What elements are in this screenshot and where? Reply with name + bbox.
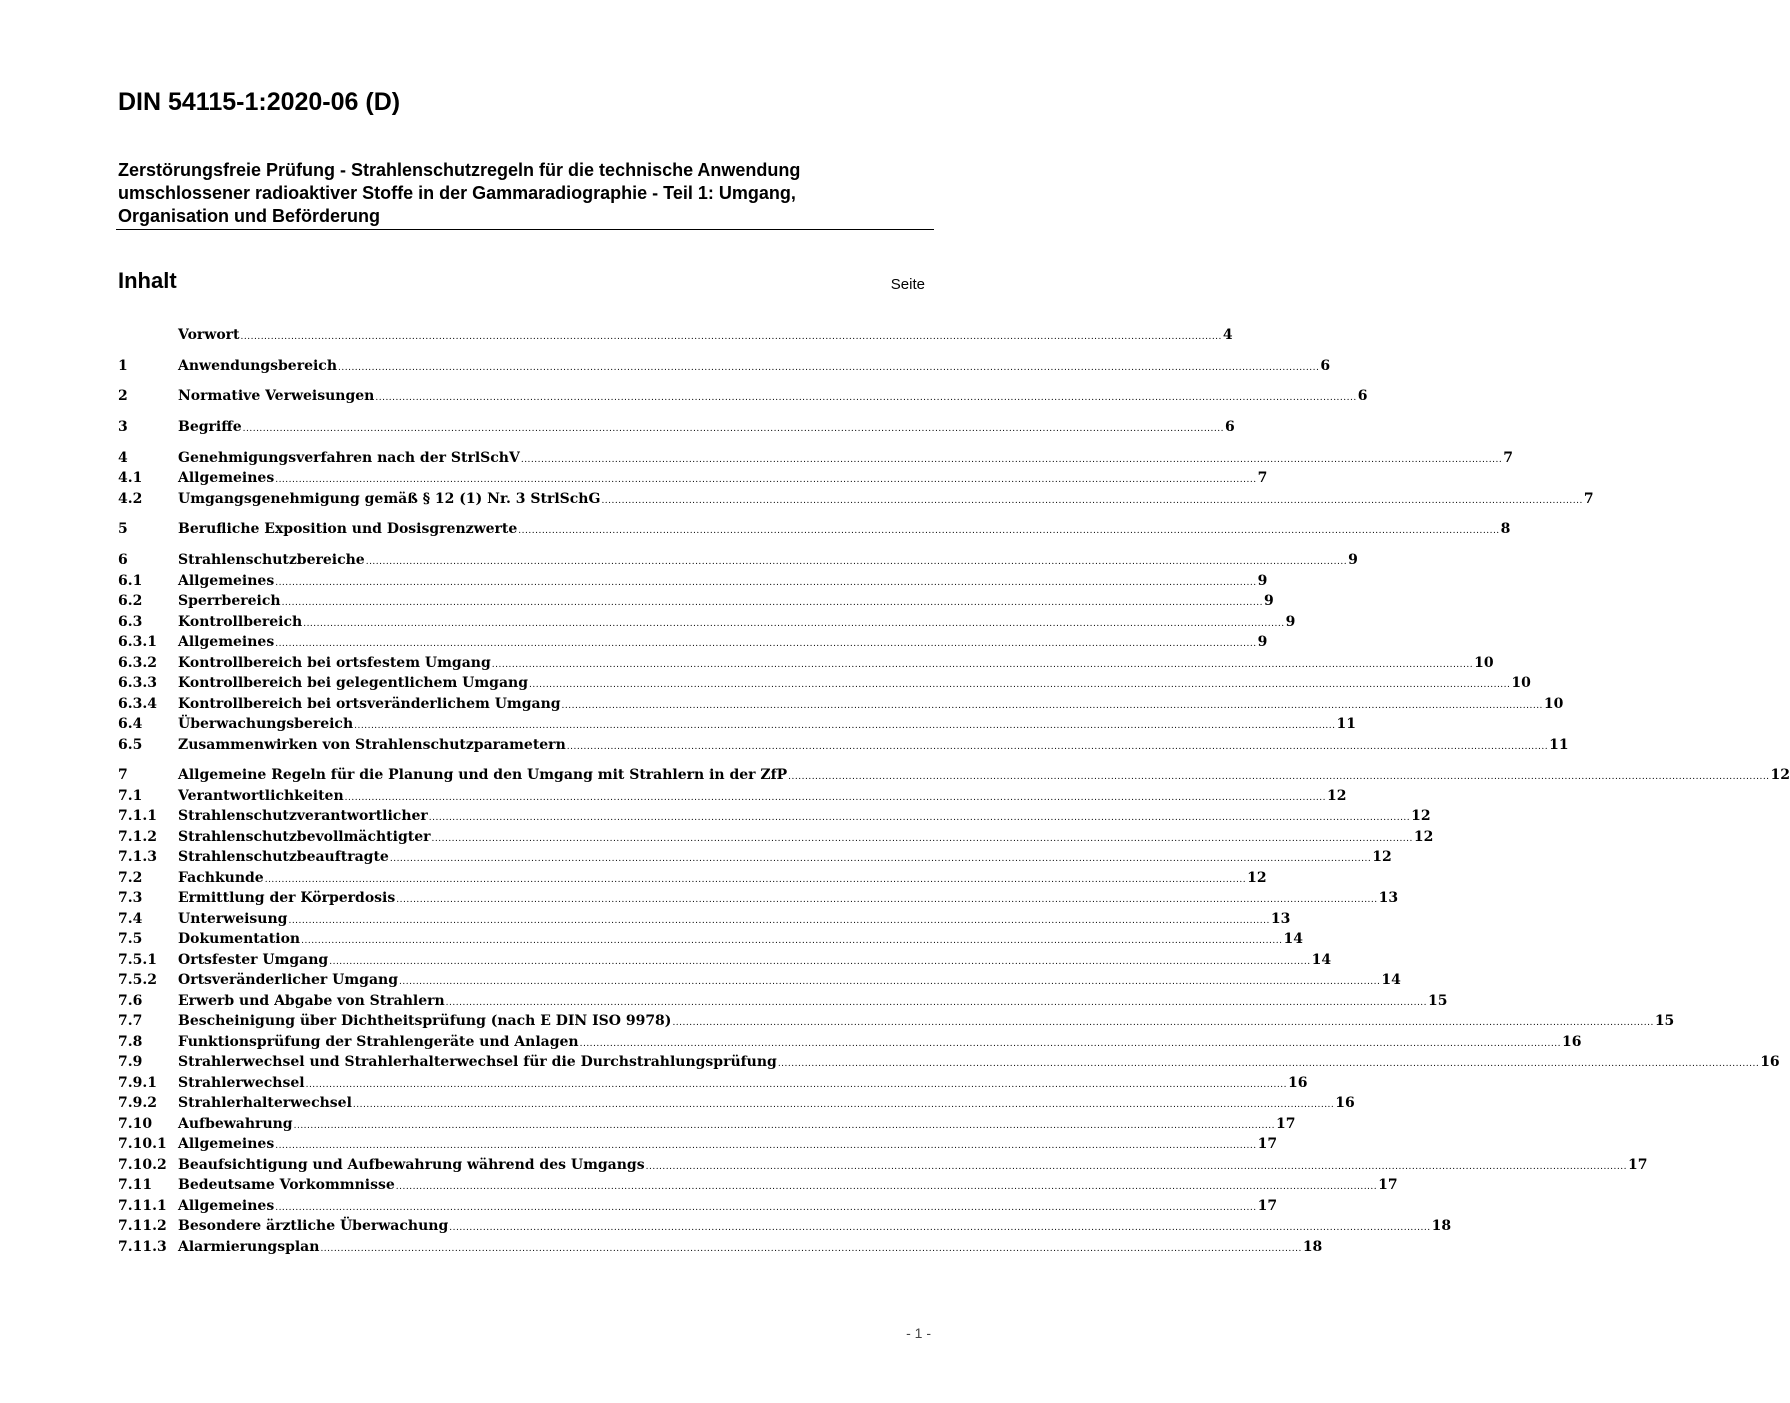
toc-entry-page: 14: [1381, 972, 1401, 989]
toc-entry[interactable]: [118, 970, 1401, 991]
toc-dot-leader: [338, 364, 1319, 373]
toc-entry-title: Erwerb und Abgabe von Strahlern: [178, 992, 445, 1009]
toc-entry[interactable]: [118, 632, 1268, 653]
toc-entry-page: 18: [1431, 1218, 1452, 1235]
toc-entry-number: 7.5: [118, 931, 143, 948]
toc-entry[interactable]: [118, 868, 1267, 889]
toc-entry-title: Allgemeine Regeln für die Planung und den Umgang mit Strahlern in der ZfP: [178, 767, 788, 784]
toc-entry-page: 6: [1357, 388, 1368, 405]
toc-dot-leader: [396, 1183, 1377, 1192]
page-number: - 1 -: [906, 1325, 931, 1341]
toc-entry-title: Dokumentation: [178, 931, 301, 948]
toc-entry-page: 14: [1283, 931, 1303, 948]
toc-entry-page: 12: [1372, 849, 1392, 866]
toc-entry-title: Kontrollbereich bei ortsveränderlichem Umgang: [178, 695, 561, 712]
toc-entry-page: 14: [1311, 951, 1332, 968]
toc-entry-page: 17: [1627, 1156, 1648, 1173]
toc-entry[interactable]: [118, 950, 1332, 971]
toc-dot-leader: [275, 476, 1256, 485]
toc-dot-leader: [275, 1142, 1256, 1151]
toc-entry[interactable]: [118, 673, 1531, 694]
toc-entry-number: 7.10.1: [118, 1136, 167, 1153]
toc-dot-leader: [375, 394, 1356, 403]
toc-entry-title: Strahlenschutzverantwortlicher: [178, 808, 428, 825]
toc-entry[interactable]: [118, 735, 1569, 756]
toc-dot-leader: [646, 1163, 1627, 1172]
toc-dot-leader: [567, 743, 1548, 752]
toc-dot-leader: [390, 855, 1371, 864]
toc-dot-leader: [521, 456, 1502, 465]
toc-entry-title: Zusammenwirken von Strahlenschutzparametern: [178, 736, 566, 753]
toc-entry-number: 6.3: [118, 613, 143, 630]
toc-entry[interactable]: [118, 1032, 1582, 1053]
toc-entry-number: 7.7: [118, 1013, 143, 1030]
toc-entry-number: 7.3: [118, 890, 143, 907]
toc-entry-page: 10: [1543, 695, 1564, 712]
toc-entry-page: 6: [1225, 419, 1235, 436]
table-of-contents: [118, 325, 1790, 1257]
toc-entry[interactable]: [118, 550, 1358, 571]
toc-dot-leader: [562, 702, 1543, 711]
toc-entry-number: 7.1.1: [118, 808, 157, 825]
toc-dot-leader: [396, 896, 1377, 905]
toc-entry[interactable]: [118, 827, 1434, 848]
toc-dot-leader: [353, 1101, 1334, 1110]
toc-entry[interactable]: [118, 847, 1392, 868]
toc-entry-number: 7.1: [118, 787, 143, 804]
toc-entry[interactable]: [118, 888, 1399, 909]
toc-entry-page: 12: [1413, 828, 1434, 845]
toc-dot-leader: [243, 425, 1224, 434]
toc-entry[interactable]: [118, 325, 1233, 346]
toc-entry-number: 6: [118, 552, 128, 569]
toc-entry-page: 16: [1760, 1054, 1780, 1071]
toc-entry-number: 3: [118, 419, 128, 436]
toc-entry-page: 11: [1549, 736, 1569, 753]
toc-heading: Inhalt: [118, 268, 177, 293]
toc-dot-leader: [288, 917, 1269, 926]
toc-dot-leader: [301, 937, 1282, 946]
toc-entry-page: 16: [1287, 1074, 1308, 1091]
toc-entry-number: 6.3.2: [118, 654, 157, 671]
toc-entry[interactable]: [118, 1011, 1675, 1032]
toc-entry-number: 4.1: [118, 470, 143, 487]
toc-dot-leader: [275, 579, 1256, 588]
toc-entry-page: 8: [1500, 521, 1511, 538]
toc-entry-title: Besondere ärztliche Überwachung: [178, 1218, 449, 1235]
toc-entry-title: Beaufsichtigung und Aufbewahrung während des Umgangs: [178, 1156, 645, 1173]
toc-entry-page: 12: [1327, 787, 1347, 804]
toc-entry-number: 7.10: [118, 1115, 153, 1132]
toc-entry-title: Überwachungsbereich: [178, 716, 354, 733]
toc-entry-number: 6.2: [118, 593, 143, 610]
toc-entry-title: Allgemeines: [178, 470, 275, 487]
toc-entry-page: 13: [1378, 890, 1399, 907]
toc-entry-number: 7: [118, 767, 128, 784]
toc-entry-number: 6.5: [118, 736, 143, 753]
toc-entry-page: 17: [1257, 1197, 1278, 1214]
toc-dot-leader: [282, 599, 1263, 608]
toc-entry[interactable]: [118, 448, 1513, 469]
toc-entry-title: Allgemeines: [178, 1136, 275, 1153]
toc-dot-leader: [518, 527, 1499, 536]
toc-entry-page: 9: [1257, 572, 1268, 589]
toc-entry[interactable]: [118, 571, 1268, 592]
toc-entry-page: 11: [1336, 716, 1356, 733]
toc-dot-leader: [446, 999, 1427, 1008]
toc-dot-leader: [580, 1040, 1561, 1049]
toc-entry-number: 7.2: [118, 869, 143, 886]
toc-entry-page: 9: [1263, 593, 1274, 610]
toc-entry-number: 6.3.4: [118, 695, 157, 712]
toc-entry[interactable]: [118, 1155, 1648, 1176]
toc-entry-title: Anwendungsbereich: [178, 357, 337, 374]
toc-entry-title: Bescheinigung über Dichtheitsprüfung (nach E DIN ISO 9978): [178, 1013, 672, 1030]
toc-entry-title: Kontrollbereich: [178, 613, 303, 630]
toc-entry[interactable]: [118, 991, 1448, 1012]
toc-entry-number: 7.6: [118, 992, 143, 1009]
toc-dot-leader: [275, 640, 1256, 649]
toc-dot-leader: [320, 1245, 1301, 1254]
page-column-label: Seite: [890, 276, 925, 293]
toc-entry[interactable]: [118, 489, 1594, 510]
toc-dot-leader: [529, 681, 1510, 690]
toc-entry-number: 1: [118, 357, 128, 374]
toc-entry-title: Genehmigungsverfahren nach der StrlSchV: [178, 449, 520, 466]
toc-entry-page: 12: [1411, 808, 1431, 825]
toc-entry-number: 7.4: [118, 910, 143, 927]
toc-entry-title: Allgemeines: [178, 572, 275, 589]
toc-entry[interactable]: [118, 1175, 1398, 1196]
toc-entry[interactable]: [118, 1052, 1780, 1073]
toc-entry-number: 7.11.1: [118, 1197, 167, 1214]
toc-entry[interactable]: [118, 1237, 1323, 1258]
toc-entry[interactable]: [118, 694, 1564, 715]
toc-entry-page: 6: [1320, 357, 1331, 374]
toc-entry-number: 4: [118, 449, 128, 466]
toc-entry-page: 17: [1257, 1136, 1278, 1153]
toc-entry[interactable]: [118, 786, 1347, 807]
toc-dot-leader: [672, 1019, 1653, 1028]
toc-dot-leader: [306, 1081, 1287, 1090]
toc-dot-leader: [275, 1204, 1256, 1213]
toc-entry[interactable]: [118, 1134, 1278, 1155]
toc-entry[interactable]: [118, 1196, 1278, 1217]
toc-entry-page: 15: [1428, 992, 1448, 1009]
toc-entry-page: 9: [1257, 634, 1268, 651]
toc-entry-number: 7.11: [118, 1177, 153, 1194]
toc-entry-number: 7.1.2: [118, 828, 157, 845]
toc-entry-title: Berufliche Exposition und Dosisgrenzwerte: [178, 521, 518, 538]
toc-entry-title: Aufbewahrung: [178, 1115, 293, 1132]
toc-entry[interactable]: [118, 519, 1511, 540]
toc-entry[interactable]: [118, 765, 1790, 786]
toc-entry-title: Strahlenschutzbereiche: [178, 552, 365, 569]
toc-entry-page: 16: [1335, 1095, 1355, 1112]
toc-entry-title: Strahlerwechsel: [178, 1074, 305, 1091]
toc-entry-number: 7.11.2: [118, 1218, 167, 1235]
toc-entry-page: 16: [1561, 1033, 1582, 1050]
toc-entry-page: 7: [1257, 470, 1268, 487]
toc-entry-number: 6.1: [118, 572, 143, 589]
toc-entry-page: 15: [1654, 1013, 1675, 1030]
toc-dot-leader: [778, 1060, 1759, 1069]
toc-entry-page: 10: [1511, 675, 1531, 692]
toc-entry-title: Alarmierungsplan: [178, 1238, 320, 1255]
toc-entry-number: 7.5.2: [118, 972, 157, 989]
toc-entry-page: 10: [1474, 654, 1494, 671]
document-id: DIN 54115-1:2020-06 (D): [118, 88, 401, 116]
toc-entry[interactable]: [118, 356, 1331, 377]
toc-entry-page: 12: [1247, 869, 1267, 886]
toc-entry-page: 18: [1302, 1238, 1323, 1255]
toc-entry-number: 4.2: [118, 490, 143, 507]
toc-dot-leader: [429, 814, 1410, 823]
toc-entry-title: Strahlenschutzbevollmächtigter: [178, 828, 431, 845]
toc-entry-number: 6.4: [118, 716, 143, 733]
toc-entry-page: 17: [1378, 1177, 1398, 1194]
toc-dot-leader: [265, 876, 1246, 885]
toc-dot-leader: [329, 958, 1310, 967]
toc-entry-number: 7.11.3: [118, 1238, 167, 1255]
toc-entry-number: 6.3.1: [118, 634, 157, 651]
toc-entry-page: 4: [1222, 327, 1233, 343]
toc-entry-page: 7: [1583, 490, 1594, 507]
toc-entry-number: 7.10.2: [118, 1156, 167, 1173]
toc-entry-title: Ortsveränderlicher Umgang: [178, 972, 399, 989]
toc-entry[interactable]: [118, 1093, 1355, 1114]
toc-dot-leader: [354, 722, 1335, 731]
title-divider: [116, 229, 934, 230]
toc-entry-title: Bedeutsame Vorkommnisse: [178, 1177, 395, 1194]
toc-entry-page: 17: [1275, 1115, 1296, 1132]
toc-entry-page: 9: [1285, 613, 1296, 630]
toc-dot-leader: [449, 1224, 1430, 1233]
toc-entry[interactable]: [118, 909, 1291, 930]
toc-entry-title: Allgemeines: [178, 1197, 275, 1214]
toc-entry[interactable]: [118, 714, 1356, 735]
toc-entry-number: 7.9: [118, 1054, 143, 1071]
toc-entry-title: Unterweisung: [178, 910, 288, 927]
toc-dot-leader: [294, 1122, 1275, 1131]
toc-entry[interactable]: [118, 1216, 1452, 1237]
toc-entry[interactable]: [118, 653, 1494, 674]
toc-entry-page: 12: [1770, 767, 1790, 784]
toc-entry[interactable]: [118, 929, 1303, 950]
toc-dot-leader: [399, 978, 1380, 987]
toc-entry-title: Ortsfester Umgang: [178, 951, 329, 968]
toc-dot-leader: [303, 620, 1284, 629]
toc-entry[interactable]: [118, 591, 1274, 612]
toc-dot-leader: [432, 835, 1413, 844]
document-title: Zerstörungsfreie Prüfung - Strahlenschutzregeln für die technische Anwendung umschlossener radioaktiver Stoffe in der Gammaradiographie - Teil 1: Umgang, Organisation und Beförderung: [118, 160, 801, 226]
toc-entry-title: Verantwortlichkeiten: [178, 787, 344, 804]
toc-entry[interactable]: [118, 468, 1268, 489]
toc-entry[interactable]: [118, 1073, 1308, 1094]
toc-entry[interactable]: [118, 417, 1235, 438]
toc-entry-title: Begriffe: [178, 419, 242, 436]
toc-entry-number: 7.9.2: [118, 1095, 157, 1112]
toc-entry-number: 2: [118, 388, 128, 405]
toc-entry-title: Strahlenschutzbeauftragte: [178, 849, 389, 866]
toc-entry[interactable]: [118, 806, 1431, 827]
toc-entry[interactable]: [118, 1114, 1296, 1135]
toc-entry-title: Funktionsprüfung der Strahlengeräte und Anlagen: [178, 1033, 579, 1050]
toc-entry-title: Kontrollbereich bei ortsfestem Umgang: [178, 654, 491, 671]
toc-entry-title: Allgemeines: [178, 634, 275, 651]
toc-dot-leader: [241, 333, 1222, 342]
toc-entry-page: 7: [1503, 449, 1513, 466]
toc-entry-number: 7.5.1: [118, 951, 157, 968]
toc-entry-number: 7.1.3: [118, 849, 157, 866]
toc-entry-title: Umgangsgenehmigung gemäß § 12 (1) Nr. 3 StrlSchG: [178, 490, 601, 507]
toc-entry-number: 6.3.3: [118, 675, 157, 692]
toc-entry-title: Fachkunde: [178, 869, 264, 886]
toc-entry-number: 7.9.1: [118, 1074, 157, 1091]
toc-dot-leader: [601, 497, 1582, 506]
toc-dot-leader: [788, 773, 1769, 782]
toc-entry-number: 5: [118, 521, 128, 538]
toc-entry-number: 7.8: [118, 1033, 143, 1050]
toc-dot-leader: [492, 661, 1473, 670]
toc-entry-title: Sperrbereich: [178, 593, 281, 610]
toc-dot-leader: [345, 794, 1326, 803]
toc-entry-title: Strahlerhalterwechsel: [178, 1095, 352, 1112]
toc-entry-title: Strahlerwechsel und Strahlerhalterwechsel für die Durchstrahlungsprüfung: [178, 1054, 777, 1071]
toc-entry-title: Normative Verweisungen: [178, 388, 375, 405]
toc-entry-title: Kontrollbereich bei gelegentlichem Umgang: [178, 675, 529, 692]
toc-entry[interactable]: [118, 386, 1368, 407]
toc-entry-title: Vorwort: [178, 327, 240, 343]
toc-entry[interactable]: [118, 612, 1296, 633]
toc-entry-page: 13: [1270, 910, 1291, 927]
toc-dot-leader: [366, 558, 1347, 567]
toc-entry-page: 9: [1348, 552, 1358, 569]
toc-entry-title: Ermittlung der Körperdosis: [178, 890, 396, 907]
